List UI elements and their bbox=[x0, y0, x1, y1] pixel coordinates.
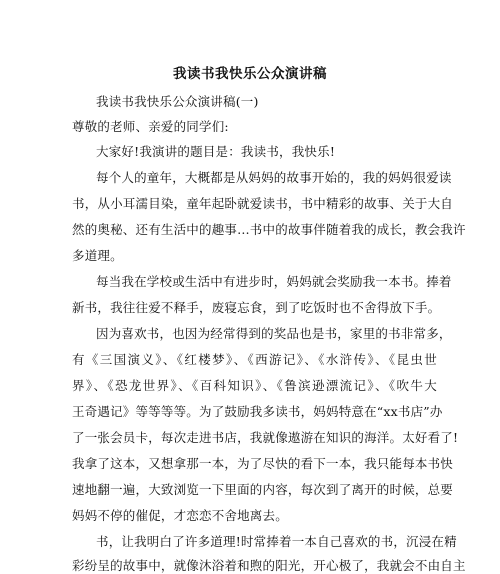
paragraph-line: 王奇遇记》等等等等。为了鼓励我多读书，妈妈特意在“xx书店”办 bbox=[72, 404, 443, 419]
paragraph-line: 妈妈不停的催促，才恋恋不舍地离去。 bbox=[72, 508, 288, 523]
paragraph-line: 书，从小耳濡目染，童年起卧就爱读书，书中精彩的故事、关于大自 bbox=[72, 196, 454, 211]
paragraph-line: 彩纷呈的故事中，就像沐浴着和煦的阳光，开心极了，我就会不由自主 bbox=[72, 558, 466, 573]
subtitle-line: 我读书我快乐公众演讲稿(一) bbox=[96, 94, 259, 109]
paragraph-line: 了一张会员卡，每次走进书店，我就像遨游在知识的海洋。太好看了! bbox=[72, 430, 459, 445]
paragraph-line: 因为喜欢书，也因为经常得到的奖品也是书，家里的书非常多， bbox=[96, 326, 452, 341]
paragraph-line: 多道理。 bbox=[72, 248, 123, 263]
paragraph-line: 速地翻一遍，大致浏览一下里面的内容，每次到了离开的时候，总要 bbox=[72, 482, 454, 497]
paragraph-line: 界》、《恐龙世界》、《百科知识》、《鲁滨逊漂流记》、《吹牛大 bbox=[72, 378, 437, 393]
paragraph-line: 书，让我明白了许多道理!时常捧着一本自己喜欢的书，沉浸在精 bbox=[96, 534, 457, 549]
paragraph-line: 有《三国演义》、《红楼梦》、《西游记》、《水浒传》、《昆虫世 bbox=[72, 352, 437, 367]
salutation-line: 尊敬的老师、亲爱的同学们: bbox=[72, 119, 229, 134]
paragraph-line: 我拿了这本，又想拿那一本，为了尽快的看下一本，我只能每本书快 bbox=[72, 456, 454, 471]
paragraph-line: 然的奥秘、还有生活中的趣事…书中的故事伴随着我的成长，教会我许 bbox=[72, 222, 466, 237]
paragraph-line: 每个人的童年，大概都是从妈妈的故事开始的，我的妈妈很爱读 bbox=[96, 170, 452, 185]
paragraph-line: 新书，我往往爱不释手，废寝忘食，到了吃饭时也不舍得放下手。 bbox=[72, 300, 441, 315]
greeting-line: 大家好!我演讲的题目是：我读书，我快乐! bbox=[96, 144, 336, 159]
paragraph-line: 每当我在学校或生活中有进步时，妈妈就会奖励我一本书。捧着 bbox=[96, 274, 452, 289]
document-title: 我读书我快乐公众演讲稿 bbox=[173, 66, 327, 82]
